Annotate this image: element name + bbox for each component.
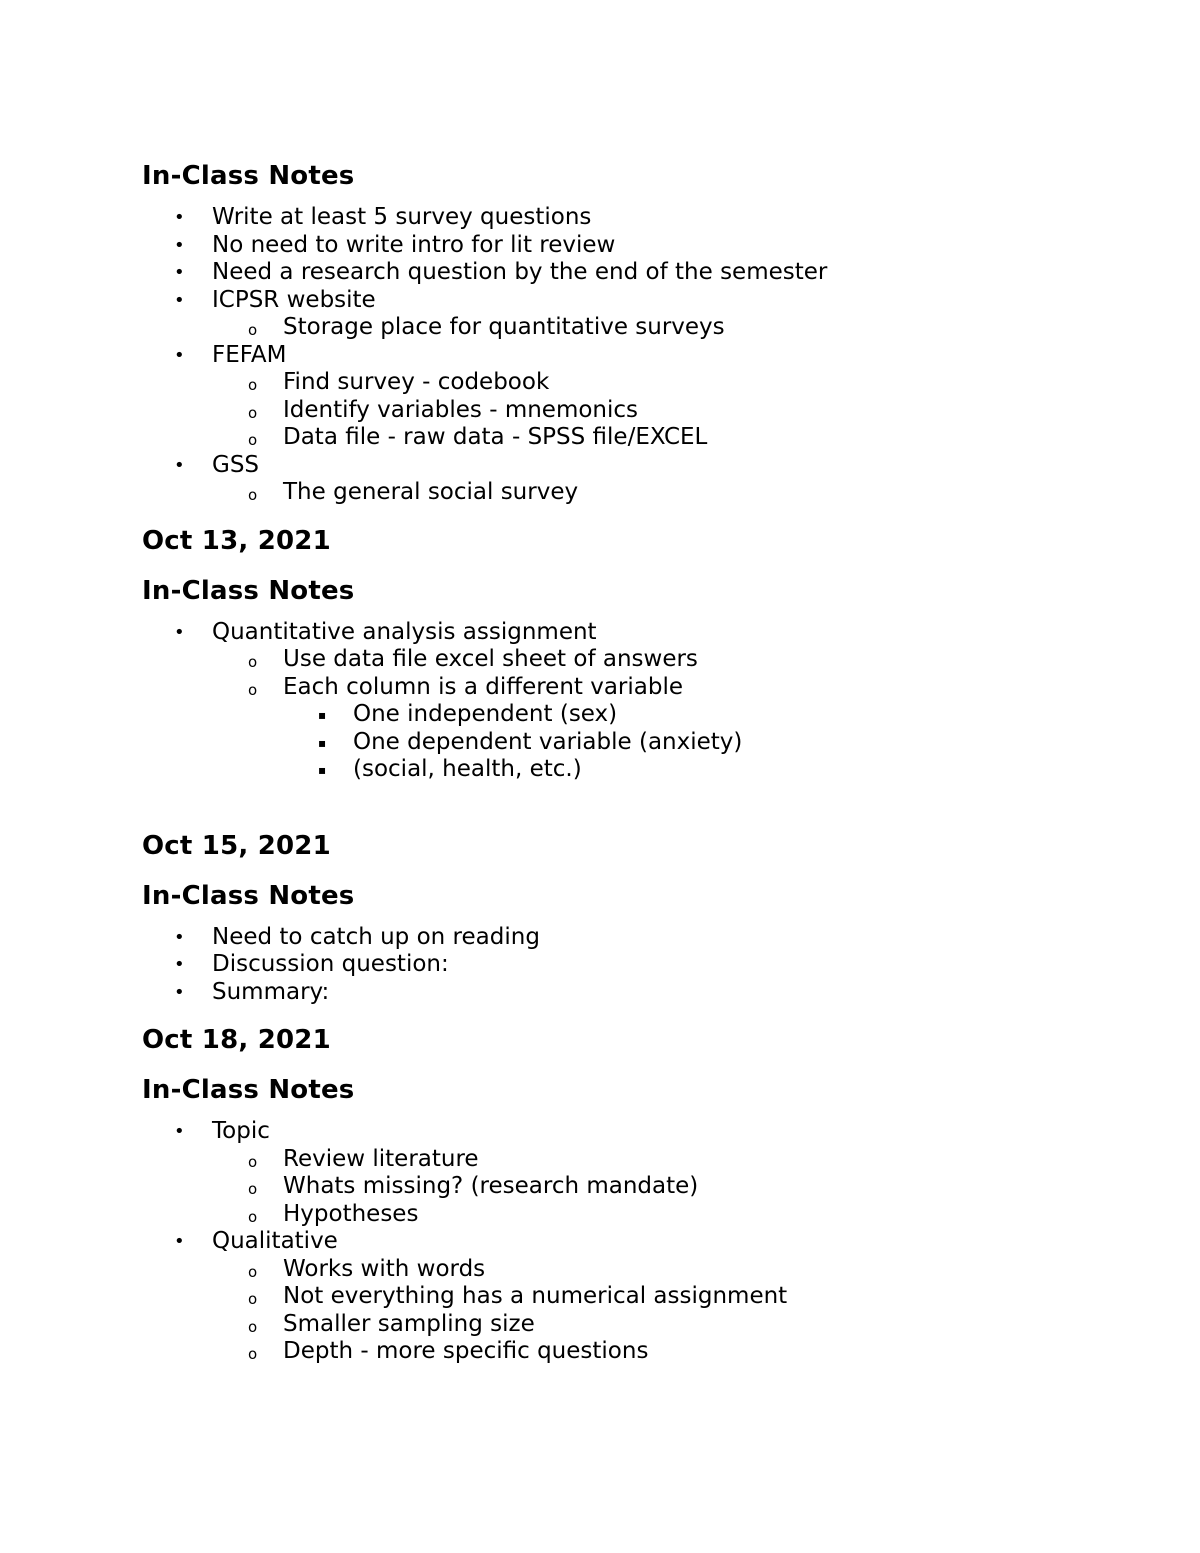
- list-item: ▪ (social, health, etc.): [142, 756, 1142, 784]
- list-item: o Not everything has a numerical assignment: [142, 1283, 1142, 1311]
- section-title: In-Class Notes: [142, 161, 355, 191]
- bullet-icon: •: [174, 262, 185, 283]
- circle-bullet-icon: o: [248, 1180, 258, 1198]
- circle-bullet-icon: o: [248, 486, 258, 504]
- list-item: • Quantitative analysis assignment: [174, 618, 597, 645]
- list-item: o Storage place for quantitative surveys: [142, 314, 1142, 342]
- bullet-icon: •: [174, 981, 185, 1003]
- list-item: o Depth - more specific questions: [142, 1338, 1142, 1366]
- bullet-icon: •: [174, 454, 185, 476]
- circle-bullet-icon: o: [248, 1152, 258, 1171]
- list-item: o Use data file excel sheet of answers: [142, 646, 1142, 674]
- bullet-icon: •: [174, 954, 185, 975]
- circle-bullet-icon: o: [248, 1262, 258, 1281]
- circle-bullet-icon: o: [248, 431, 258, 449]
- bullet-icon: •: [174, 1231, 185, 1252]
- list-item: o Smaller sampling size: [142, 1311, 1142, 1339]
- list-item: o Each column is a different variable: [142, 674, 1142, 702]
- circle-bullet-icon: o: [248, 680, 258, 699]
- list-item: o Whats missing? (research mandate): [142, 1173, 1142, 1201]
- list-item: o Hypotheses: [142, 1201, 1142, 1229]
- list-item: • FEFAM: [174, 341, 287, 368]
- list-item: o Review literature: [142, 1146, 1142, 1174]
- bullet-icon: •: [174, 344, 185, 366]
- circle-bullet-icon: o: [248, 1345, 258, 1363]
- notes-list: [142, 204, 1142, 507]
- circle-bullet-icon: o: [248, 1207, 258, 1226]
- list-item: • Need to catch up on reading: [174, 923, 540, 950]
- square-bullet-icon: ▪: [318, 735, 327, 750]
- bullet-icon: •: [174, 234, 185, 256]
- list-item: • Topic: [174, 1118, 270, 1144]
- circle-bullet-icon: o: [248, 376, 258, 394]
- circle-bullet-icon: o: [248, 653, 258, 671]
- notes-list: [142, 924, 1142, 1007]
- notes-list: [142, 619, 1142, 784]
- list-item: • ICPSR website: [174, 286, 376, 313]
- circle-bullet-icon: o: [248, 1317, 258, 1336]
- document-page: [142, 158, 1142, 1366]
- square-bullet-icon: ▪: [318, 763, 327, 777]
- section-date: Oct 13, 2021: [142, 525, 331, 556]
- circle-bullet-icon: o: [248, 403, 258, 422]
- list-item: • Qualitative: [174, 1228, 338, 1254]
- list-item: o Find survey - codebook: [142, 369, 1142, 397]
- bullet-icon: •: [174, 207, 185, 228]
- section-date: Oct 15, 2021: [142, 830, 331, 861]
- list-item: • Summary:: [174, 978, 330, 1005]
- section-title: In-Class Notes: [142, 1075, 355, 1105]
- bullet-icon: •: [174, 1121, 185, 1142]
- circle-bullet-icon: o: [248, 1290, 258, 1308]
- list-item: o Identify variables - mnemonics: [142, 397, 1142, 425]
- circle-bullet-icon: o: [248, 321, 258, 339]
- list-item: o The general social survey: [142, 479, 1142, 507]
- section-title: In-Class Notes: [142, 880, 355, 911]
- list-item: • No need to write intro for lit review: [174, 231, 616, 258]
- section-date: Oct 18, 2021: [142, 1025, 331, 1055]
- list-item: o Works with words: [142, 1256, 1142, 1284]
- bullet-icon: •: [174, 621, 185, 643]
- list-item: ▪ One dependent variable (anxiety): [142, 729, 1142, 757]
- bullet-icon: •: [174, 926, 185, 948]
- list-item: • GSS: [174, 451, 260, 478]
- notes-list: [142, 1118, 1142, 1366]
- list-item: • Need a research question by the end of the semester: [174, 259, 828, 285]
- list-item: • Write at least 5 survey questions: [174, 204, 592, 230]
- list-item: • Discussion question:: [174, 951, 449, 977]
- square-bullet-icon: ▪: [318, 708, 327, 722]
- list-item: o Data file - raw data - SPSS file/EXCEL: [142, 424, 1142, 452]
- bullet-icon: •: [174, 289, 185, 311]
- list-item: ▪ One independent (sex): [142, 701, 1142, 729]
- section-title: In-Class Notes: [142, 575, 355, 606]
